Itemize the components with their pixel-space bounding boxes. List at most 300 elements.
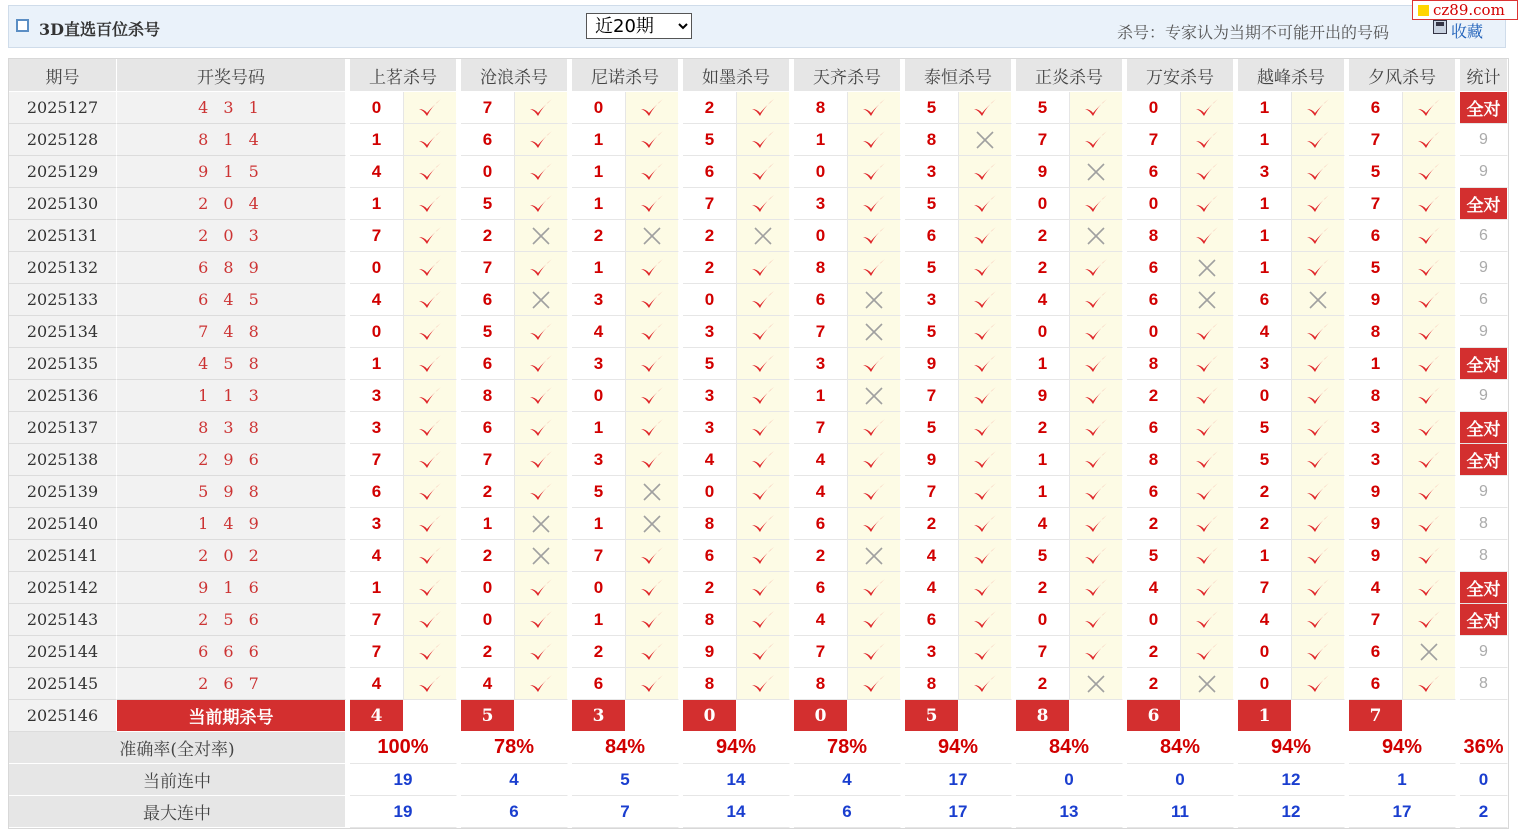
kill-number-cell: 4 [905, 540, 959, 572]
check-icon [1416, 353, 1442, 375]
hit-mark [1292, 380, 1345, 412]
hit-mark [959, 348, 1012, 380]
kill-number-cell: 1 [572, 508, 626, 540]
kill-number-cell: 0 [461, 572, 515, 604]
hit-mark [848, 124, 901, 156]
check-icon [861, 417, 887, 439]
check-icon [639, 193, 665, 215]
checkbox-icon[interactable] [16, 19, 29, 32]
hit-mark [848, 252, 901, 284]
miss-mark [626, 476, 679, 508]
kill-number-cell: 5 [1349, 252, 1403, 284]
hit-mark [1181, 540, 1234, 572]
period-cell: 2025146 [9, 700, 117, 732]
hit-mark [848, 188, 901, 220]
empty-cell [626, 700, 679, 732]
hit-mark [626, 540, 679, 572]
table-row [9, 540, 1508, 572]
hit-mark [1181, 444, 1234, 476]
kill-number-cell: 1 [572, 252, 626, 284]
stat-count: 9 [1460, 124, 1508, 156]
period-cell: 2025128 [9, 124, 117, 156]
check-icon [417, 481, 443, 503]
check-icon [972, 289, 998, 311]
hit-mark [515, 316, 568, 348]
check-icon [1305, 641, 1331, 663]
hit-mark [1292, 540, 1345, 572]
period-cell: 2025135 [9, 348, 117, 380]
hit-mark [515, 252, 568, 284]
check-icon [972, 577, 998, 599]
kill-number-cell: 8 [794, 668, 848, 700]
col-header-expert: 如墨杀号 [683, 59, 790, 92]
check-icon [972, 193, 998, 215]
hit-mark [1292, 156, 1345, 188]
check-icon [1305, 257, 1331, 279]
check-icon [1194, 385, 1220, 407]
check-icon [861, 161, 887, 183]
kill-number-cell: 0 [1127, 92, 1181, 124]
check-icon [972, 609, 998, 631]
hit-mark [404, 572, 457, 604]
check-icon [417, 193, 443, 215]
miss-mark [1181, 252, 1234, 284]
kill-number-cell: 0 [572, 572, 626, 604]
hit-mark [515, 348, 568, 380]
kill-number-cell: 8 [1349, 380, 1403, 412]
hit-mark [1403, 220, 1456, 252]
hit-mark [1070, 92, 1123, 124]
check-icon [1194, 481, 1220, 503]
check-icon [528, 321, 554, 343]
hit-mark [1070, 508, 1123, 540]
hit-mark [959, 540, 1012, 572]
kill-number-cell: 5 [1016, 92, 1070, 124]
kill-number-cell: 9 [1349, 540, 1403, 572]
cross-icon [1085, 161, 1107, 183]
hit-mark [515, 636, 568, 668]
check-icon [861, 193, 887, 215]
kill-number-cell: 5 [1349, 156, 1403, 188]
check-icon [1416, 609, 1442, 631]
stat-count: 9 [1460, 252, 1508, 284]
check-icon [861, 225, 887, 247]
kill-number-cell: 6 [461, 284, 515, 316]
summary-value: 19 [350, 796, 457, 828]
summary-value: 17 [1349, 796, 1456, 828]
kill-number-cell: 3 [794, 348, 848, 380]
kill-number-cell: 4 [572, 316, 626, 348]
kill-number-cell: 7 [905, 476, 959, 508]
stat-count: 9 [1460, 636, 1508, 668]
check-icon [1305, 545, 1331, 567]
hit-mark [737, 636, 790, 668]
current-kill-number: 8 [1016, 700, 1070, 732]
hit-mark [737, 412, 790, 444]
hit-mark [1403, 444, 1456, 476]
kill-number-cell: 2 [1016, 668, 1070, 700]
draw-number-cell: 2 5 6 [117, 604, 346, 636]
kill-number-cell: 4 [350, 540, 404, 572]
kill-number-cell: 6 [794, 508, 848, 540]
hit-mark [404, 156, 457, 188]
check-icon [861, 481, 887, 503]
check-icon [861, 641, 887, 663]
kill-number-cell: 1 [794, 124, 848, 156]
kill-number-cell: 2 [1016, 572, 1070, 604]
empty-cell [959, 700, 1012, 732]
hit-mark [626, 92, 679, 124]
col-header-period: 期号 [9, 59, 117, 92]
kill-number-cell: 7 [461, 252, 515, 284]
hit-mark [515, 572, 568, 604]
current-kill-number: 0 [794, 700, 848, 732]
kill-number-cell: 9 [905, 348, 959, 380]
kill-number-cell: 4 [1016, 508, 1070, 540]
kill-number-cell: 1 [572, 188, 626, 220]
check-icon [1416, 577, 1442, 599]
period-cell: 2025133 [9, 284, 117, 316]
cross-icon [974, 129, 996, 151]
table-row [9, 156, 1508, 188]
stat-count: 6 [1460, 220, 1508, 252]
hit-mark [1403, 604, 1456, 636]
check-icon [750, 385, 776, 407]
kill-number-cell: 2 [461, 476, 515, 508]
hit-mark [1070, 476, 1123, 508]
col-header-expert: 沧浪杀号 [461, 59, 568, 92]
hit-mark [737, 572, 790, 604]
col-header-expert: 尼诺杀号 [572, 59, 679, 92]
table-row [9, 636, 1508, 668]
check-icon [1194, 97, 1220, 119]
check-icon [1083, 257, 1109, 279]
empty-cell [515, 700, 568, 732]
check-icon [639, 321, 665, 343]
hit-mark [1070, 444, 1123, 476]
check-icon [1305, 97, 1331, 119]
hit-mark [1292, 252, 1345, 284]
kill-number-cell: 7 [1349, 124, 1403, 156]
check-icon [1416, 545, 1442, 567]
kill-number-cell: 3 [683, 316, 737, 348]
hit-mark [626, 188, 679, 220]
kill-number-cell: 2 [1127, 380, 1181, 412]
hit-mark [1403, 572, 1456, 604]
current-kill-number: 6 [1127, 700, 1181, 732]
hit-mark [1403, 188, 1456, 220]
check-icon [750, 673, 776, 695]
check-icon [639, 97, 665, 119]
check-icon [861, 577, 887, 599]
current-kill-label: 当前期杀号 [117, 700, 346, 732]
draw-number-cell: 2 6 7 [117, 668, 346, 700]
period-cell: 2025134 [9, 316, 117, 348]
kill-number-cell: 6 [1127, 252, 1181, 284]
col-header-expert: 正炎杀号 [1016, 59, 1123, 92]
kill-number-cell: 0 [572, 380, 626, 412]
check-icon [1194, 193, 1220, 215]
check-icon [1305, 673, 1331, 695]
stat-count: 9 [1460, 380, 1508, 412]
kill-number-cell: 6 [1127, 412, 1181, 444]
hit-mark [1292, 220, 1345, 252]
empty-cell [404, 700, 457, 732]
all-correct-badge: 全对 [1460, 188, 1508, 220]
kill-number-cell: 1 [350, 124, 404, 156]
kill-number-cell: 5 [461, 188, 515, 220]
kill-number-cell: 7 [1349, 604, 1403, 636]
save-icon[interactable] [1433, 20, 1447, 34]
check-icon [750, 257, 776, 279]
kill-number-cell: 4 [794, 604, 848, 636]
period-cell: 2025142 [9, 572, 117, 604]
check-icon [1305, 353, 1331, 375]
kill-number-cell: 5 [683, 348, 737, 380]
check-icon [1416, 449, 1442, 471]
hit-mark [848, 508, 901, 540]
empty-cell [1460, 700, 1508, 732]
kill-number-cell: 3 [350, 508, 404, 540]
cross-icon [752, 225, 774, 247]
hit-mark [1403, 508, 1456, 540]
hit-mark [626, 252, 679, 284]
summary-value: 12 [1238, 764, 1345, 796]
check-icon [528, 353, 554, 375]
summary-value: 19 [350, 764, 457, 796]
check-icon [1305, 513, 1331, 535]
summary-value: 4 [461, 764, 568, 796]
draw-number-cell: 5 9 8 [117, 476, 346, 508]
hit-mark [626, 444, 679, 476]
kill-number-cell: 7 [794, 636, 848, 668]
kill-number-cell: 6 [1349, 92, 1403, 124]
check-icon [750, 97, 776, 119]
kill-number-cell: 7 [905, 380, 959, 412]
hit-mark [1292, 412, 1345, 444]
hit-mark [1070, 412, 1123, 444]
kill-number-cell: 8 [1349, 316, 1403, 348]
kill-number-cell: 6 [794, 284, 848, 316]
check-icon [1305, 225, 1331, 247]
kill-number-cell: 3 [572, 284, 626, 316]
kill-number-cell: 4 [1238, 604, 1292, 636]
current-kill-number: 3 [572, 700, 626, 732]
period-cell: 2025129 [9, 156, 117, 188]
hit-mark [848, 348, 901, 380]
check-icon [750, 641, 776, 663]
accuracy-row [9, 732, 1508, 764]
hit-mark [959, 380, 1012, 412]
kill-number-cell: 1 [1238, 252, 1292, 284]
hit-mark [1070, 284, 1123, 316]
hit-mark [959, 156, 1012, 188]
kill-number-cell: 4 [683, 444, 737, 476]
period-select[interactable] [586, 13, 692, 39]
hit-mark [959, 668, 1012, 700]
kill-number-cell: 4 [1016, 284, 1070, 316]
summary-value: 12 [1238, 796, 1345, 828]
hit-mark [1181, 572, 1234, 604]
check-icon [1305, 321, 1331, 343]
kill-number-cell: 8 [683, 508, 737, 540]
cross-icon [863, 321, 885, 343]
kill-number-cell: 0 [1238, 636, 1292, 668]
kill-number-cell: 7 [350, 220, 404, 252]
empty-cell [737, 700, 790, 732]
cross-icon [863, 289, 885, 311]
hit-mark [959, 604, 1012, 636]
check-icon [750, 353, 776, 375]
check-icon [1416, 481, 1442, 503]
check-icon [1305, 193, 1331, 215]
check-icon [1305, 481, 1331, 503]
table-row [9, 572, 1508, 604]
hit-mark [515, 412, 568, 444]
hit-mark [1070, 316, 1123, 348]
check-icon [528, 609, 554, 631]
kill-number-cell: 7 [572, 540, 626, 572]
check-icon [861, 257, 887, 279]
check-icon [417, 225, 443, 247]
kill-number-cell: 9 [905, 444, 959, 476]
check-icon [861, 673, 887, 695]
check-icon [528, 129, 554, 151]
kill-number-cell: 0 [1016, 316, 1070, 348]
summary-label: 当前连中 [9, 764, 346, 796]
kill-number-cell: 4 [350, 668, 404, 700]
check-icon [972, 225, 998, 247]
col-header-expert: 万安杀号 [1127, 59, 1234, 92]
check-icon [528, 577, 554, 599]
cross-icon [530, 513, 552, 535]
current-kill-number: 7 [1349, 700, 1403, 732]
logo-square-icon [1418, 5, 1429, 16]
check-icon [1416, 385, 1442, 407]
summary-value: 7 [572, 796, 679, 828]
kill-number-cell: 3 [1349, 412, 1403, 444]
kill-number-cell: 2 [1127, 508, 1181, 540]
kill-number-cell: 2 [1127, 636, 1181, 668]
hit-mark [848, 156, 901, 188]
kill-number-cell: 8 [905, 124, 959, 156]
kill-number-cell: 2 [572, 636, 626, 668]
kill-number-cell: 2 [1238, 476, 1292, 508]
empty-cell [1403, 700, 1456, 732]
kill-number-cell: 7 [683, 188, 737, 220]
hit-mark [1403, 252, 1456, 284]
hit-mark [1403, 348, 1456, 380]
favorite-link[interactable]: 收藏 [1451, 22, 1484, 41]
hit-mark [848, 604, 901, 636]
hit-mark [848, 220, 901, 252]
miss-mark [1403, 636, 1456, 668]
empty-cell [1070, 700, 1123, 732]
kill-number-cell: 7 [794, 316, 848, 348]
stat-count: 9 [1460, 316, 1508, 348]
hit-mark [626, 412, 679, 444]
check-icon [861, 353, 887, 375]
check-icon [639, 545, 665, 567]
kill-number-cell: 4 [1127, 572, 1181, 604]
check-icon [639, 577, 665, 599]
empty-cell [1181, 700, 1234, 732]
kill-number-cell: 7 [1016, 124, 1070, 156]
hit-mark [959, 412, 1012, 444]
cross-icon [530, 225, 552, 247]
hit-mark [626, 348, 679, 380]
check-icon [417, 417, 443, 439]
stat-count: 8 [1460, 508, 1508, 540]
check-icon [1416, 257, 1442, 279]
check-icon [1305, 417, 1331, 439]
hit-mark [404, 316, 457, 348]
hit-mark [737, 316, 790, 348]
col-header-expert: 天齐杀号 [794, 59, 901, 92]
current-kill-number: 5 [461, 700, 515, 732]
check-icon [417, 289, 443, 311]
kill-number-cell: 1 [1238, 540, 1292, 572]
cross-icon [1085, 225, 1107, 247]
all-correct-badge: 全对 [1460, 412, 1508, 444]
check-icon [528, 641, 554, 663]
hit-mark [515, 124, 568, 156]
check-icon [1083, 129, 1109, 151]
current-streak-row [9, 764, 1508, 796]
kill-number-cell: 4 [794, 476, 848, 508]
current-period-row [9, 700, 1508, 732]
miss-mark [515, 284, 568, 316]
check-icon [639, 673, 665, 695]
hit-mark [1403, 668, 1456, 700]
hit-mark [1070, 540, 1123, 572]
check-icon [1416, 97, 1442, 119]
check-icon [639, 385, 665, 407]
cross-icon [1085, 673, 1107, 695]
miss-mark [626, 508, 679, 540]
hit-mark [1070, 348, 1123, 380]
check-icon [750, 321, 776, 343]
all-correct-badge: 全对 [1460, 444, 1508, 476]
miss-mark [848, 540, 901, 572]
kill-number-cell: 0 [1127, 604, 1181, 636]
kill-number-cell: 2 [794, 540, 848, 572]
kill-number-cell: 5 [1016, 540, 1070, 572]
check-icon [1416, 161, 1442, 183]
hit-mark [1070, 636, 1123, 668]
hit-mark [626, 380, 679, 412]
kill-number-cell: 1 [1238, 92, 1292, 124]
kill-number-cell: 2 [683, 92, 737, 124]
stat-count: 8 [1460, 540, 1508, 572]
check-icon [972, 385, 998, 407]
hit-mark [959, 444, 1012, 476]
check-icon [750, 609, 776, 631]
hit-mark [737, 476, 790, 508]
hit-mark [404, 188, 457, 220]
kill-number-cell: 5 [905, 412, 959, 444]
summary-stat: 36% [1460, 732, 1508, 764]
miss-mark [515, 220, 568, 252]
check-icon [972, 481, 998, 503]
check-icon [528, 97, 554, 119]
hit-mark [626, 156, 679, 188]
kill-number-cell: 5 [905, 92, 959, 124]
period-cell: 2025138 [9, 444, 117, 476]
draw-number-cell: 7 4 8 [117, 316, 346, 348]
kill-number-cell: 3 [683, 412, 737, 444]
kill-number-cell: 3 [683, 380, 737, 412]
